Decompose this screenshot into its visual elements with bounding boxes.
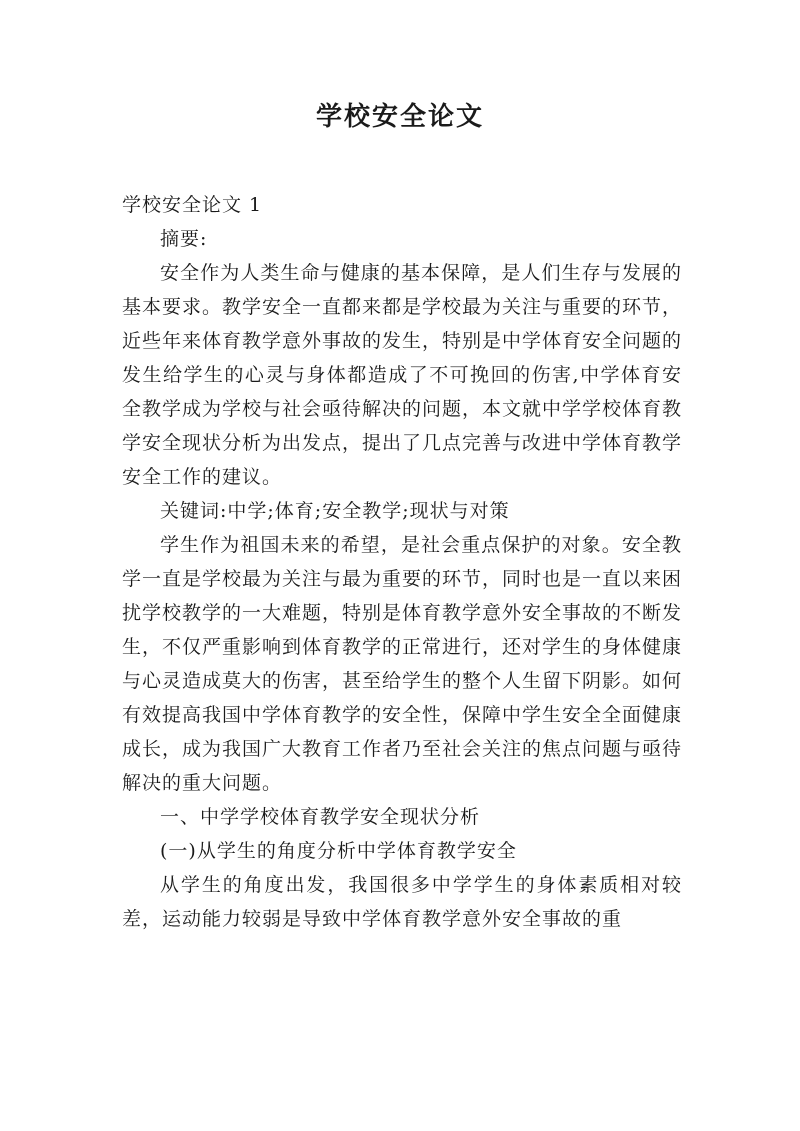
chapter-heading: 一、中学学校体育教学安全现状分析 <box>160 806 481 828</box>
document-body <box>122 188 682 936</box>
body-paragraph: 从学生的角度出发，我国很多中学学生的身体素质相对较差，运动能力较弱是导致中学体育教学意外安全事故的重 <box>122 874 682 930</box>
subsection-heading: (一)从学生的角度分析中学体育教学安全 <box>160 840 517 862</box>
abstract-label: 摘要: <box>160 228 208 250</box>
keywords-line: 关键词:中学;体育;安全教学;现状与对策 <box>160 500 510 522</box>
section-heading: 学校安全论文 1 <box>122 194 263 216</box>
intro-paragraph: 学生作为祖国未来的希望，是社会重点保护的对象。安全教学一直是学校最为关注与最为重要的环节，同时也是一直以来困扰学校教学的一大难题，特别是体育教学意外安全事故的不断发生，不仅严重影响到体育教学的正常进行，还对学生的身体健康与心灵造成莫大的伤害，甚至给学生的整个人生留下阴影。如何有效提高我国中学体育教学的安全性，保障中学生安全全面健康成长，成为我国广大教育工作者乃至社会关注的焦点问题与亟待解决的重大问题。 <box>122 534 683 794</box>
abstract-paragraph: 安全作为人类生命与健康的基本保障，是人们生存与发展的基本要求。教学安全一直都来都是学校最为关注与重要的环节，近些年来体育教学意外事故的发生，特别是中学体育安全问题的发生给学生的心灵与身体都造成了不可挽回的伤害,中学体育安全教学成为学校与社会亟待解决的问题，本文就中学学校体育教学安全现状分析为出发点，提出了几点完善与改进中学体育教学安全工作的建议。 <box>122 262 683 488</box>
document-title: 学校安全论文 <box>315 102 484 132</box>
